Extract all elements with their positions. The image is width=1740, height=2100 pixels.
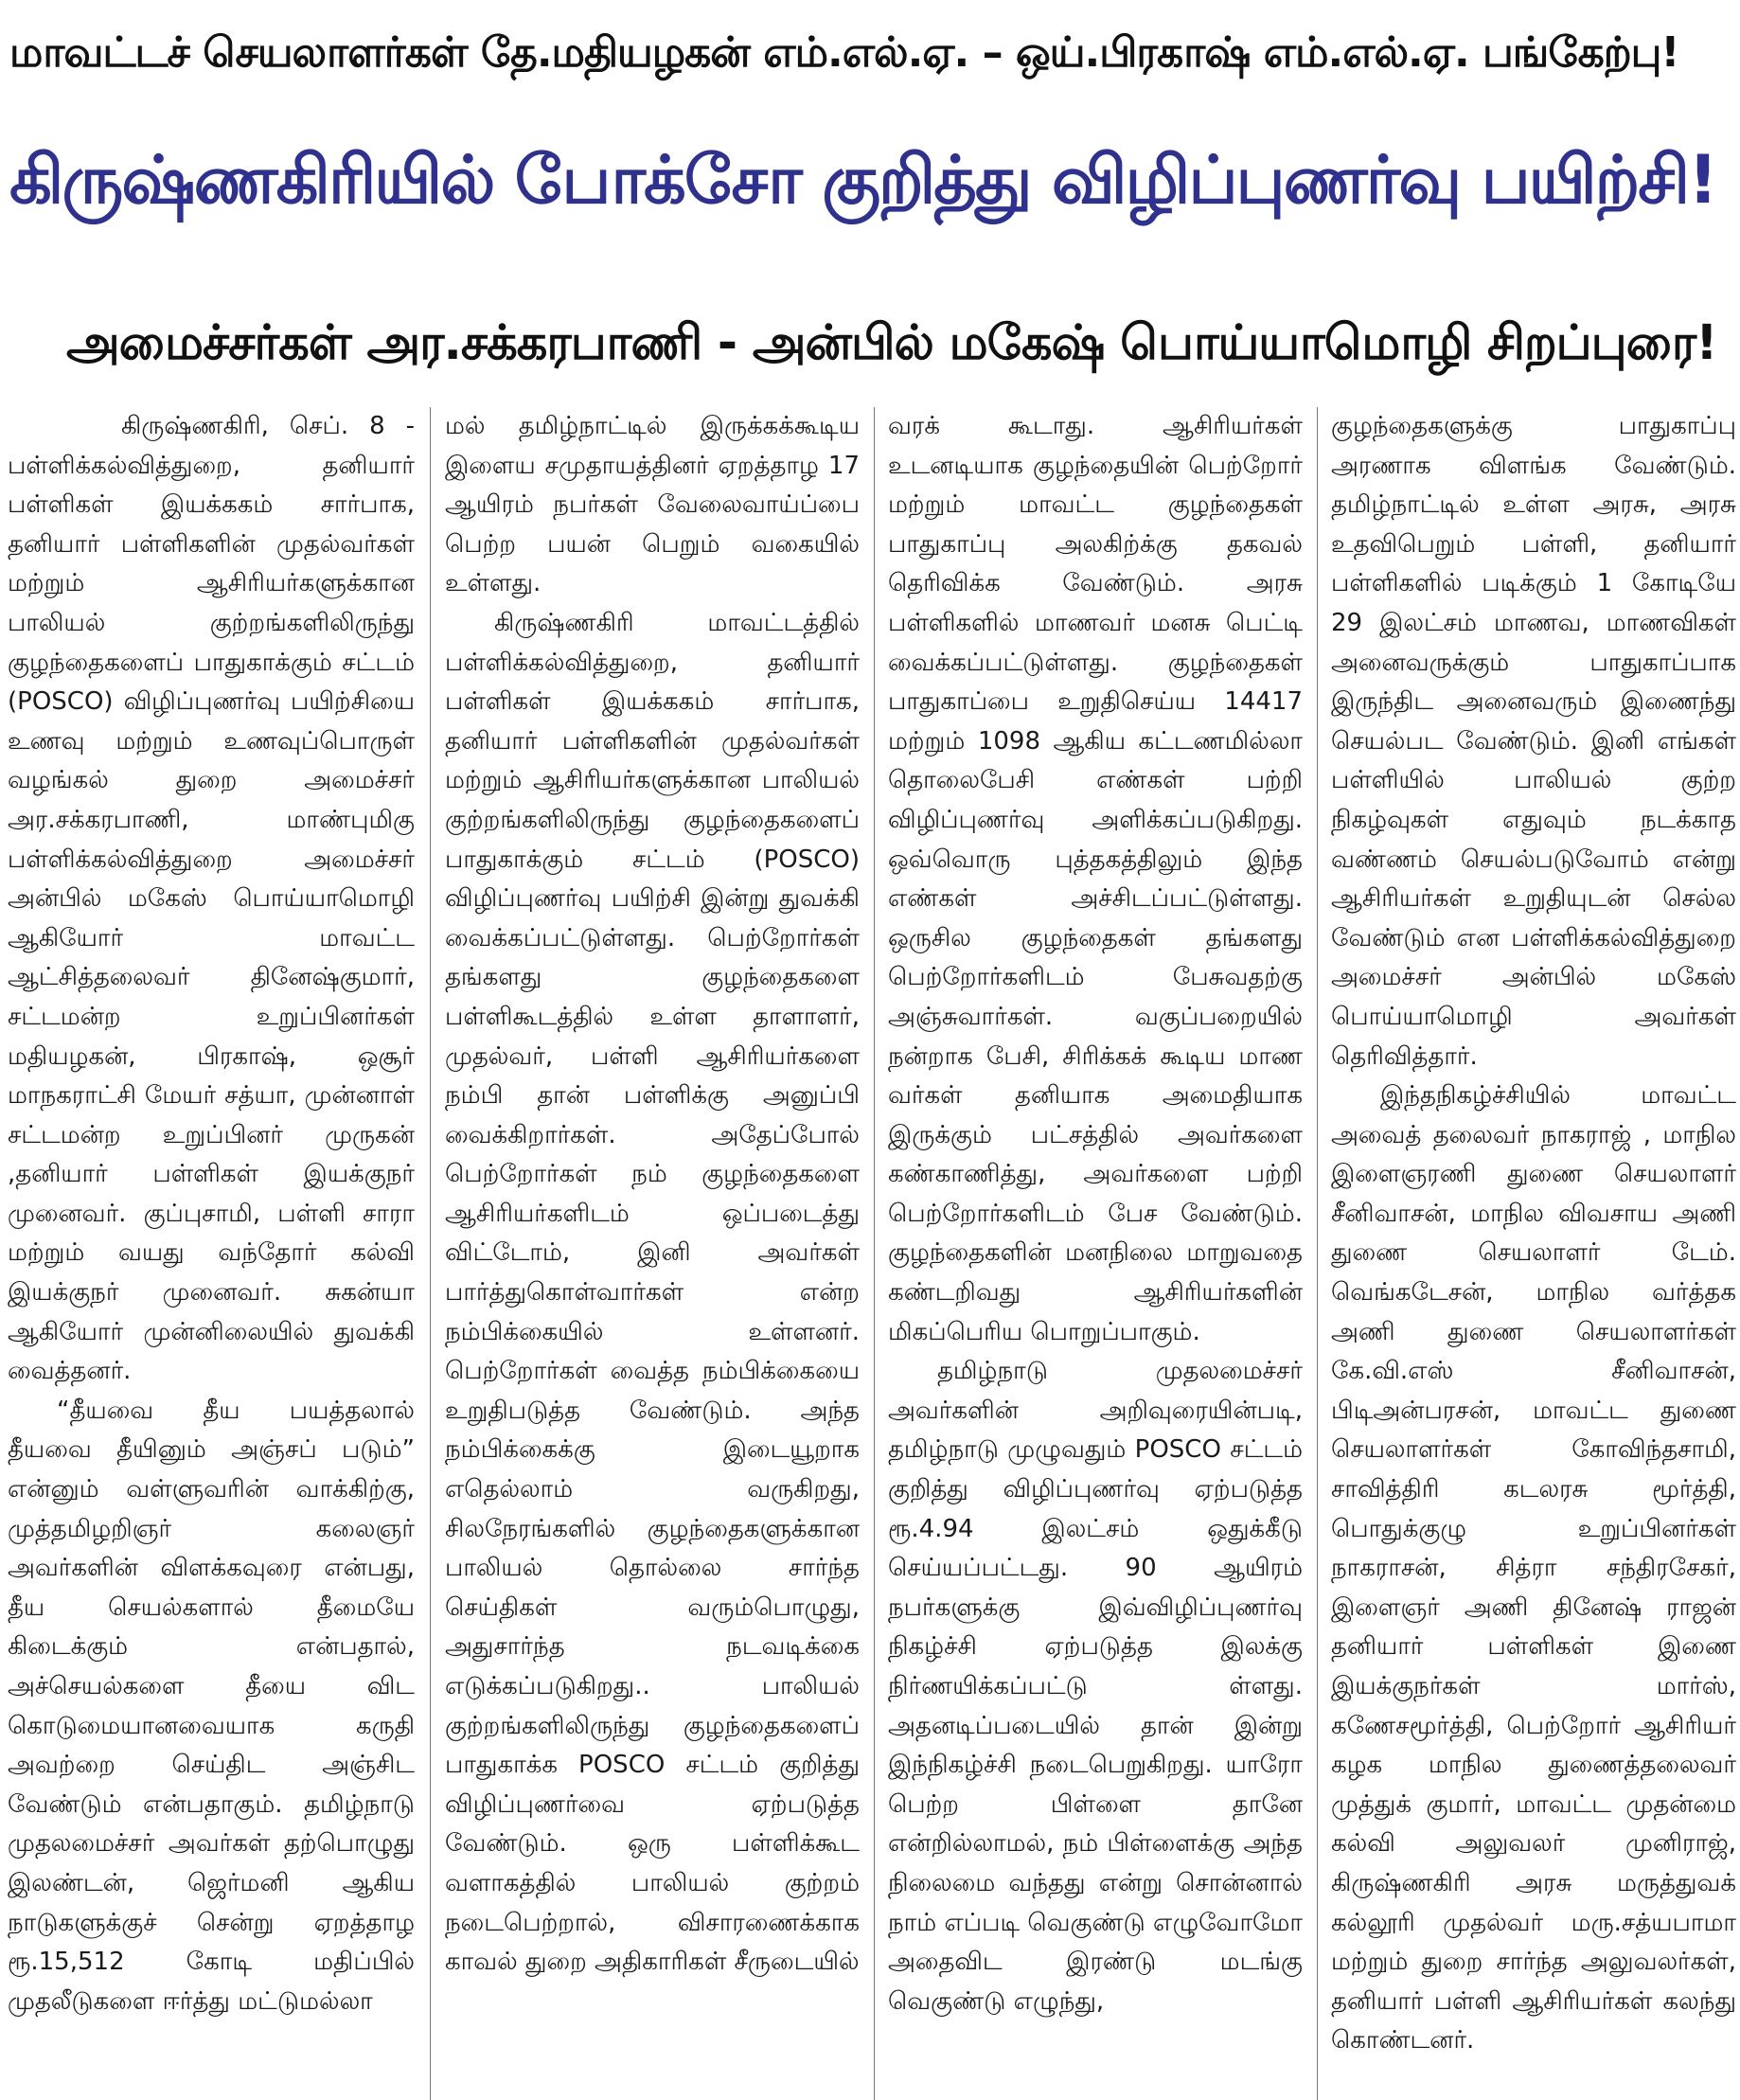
body-paragraph: குழந்தைகளுக்கு பாதுகாப்பு அரணாக விளங்க வேண்டும். தமிழ்நாட்டில் உள்ள அரசு, அரசு உதவிபெறும் பள்ளி, தனியார் பள்ளிகளில் படிக்கும் 1 கோடியே 29 இலட்சம் மாணவ, மாணவிகள் அனைவருக்கும் பாதுகாப்பாக இருந்திட அனைவரும் இணைந்து செயல்பட வேண்டும். இனி எங்கள் பள்ளியில் பாலியல் குற்ற நிகழ்வுகள் எதுவும் நடக்காத வண்ணம் செயல்படுவோம் என்று ஆசிரியர்கள் உறுதியுடன் செல்ல வேண்டும் என பள்ளிக்கல்வித்துறை அமைச்சர் அன்பில் மகேஸ் பொய்யாமொழி அவர்கள் தெரிவித்தார்.	[1331, 412, 1736, 1071]
article-kicker: மாவட்டச் செயலாளர்கள் தே.மதியழகன் எம்.எல்.ஏ. – ஒய்.பிரகாஷ் எம்.எல்.ஏ. பங்கேற்பு!	[9, 28, 1679, 77]
article-body	[8, 407, 1736, 2100]
body-paragraph: கிருஷ்ணகிரி மாவட்டத்தில் பள்ளிக்கல்வித்துறை, தனியார் பள்ளிகள் இயக்ககம் சார்பாக, தனியார் பள்ளிகளின் முதல்வர்கள் மற்றும் ஆசிரியர்களுக்கான பாலியல் குற்றங்களிலிருந்து குழந்தைகளைப் பாதுகாக்கும் சட்டம் (POSCO) விழிப்புணர்வு பயிற்சி இன்று துவக்கி வைக்கப்பட்டுள்ளது. பெற்றோர்கள் தங்களது குழந்தைகளை பள்ளிகூடத்தில் உள்ள தாளாளர், முதல்வர், பள்ளி ஆசிரியர்களை நம்பி தான் பள்ளிக்கு அனுப்பி வைக்கிறார்கள். அதேப்போல் பெற்றோர்கள் நம் குழந்தைகளை ஆசிரியர்களிடம் ஒப்படைத்து விட்டோம், இனி அவர்கள் பார்த்துகொள்வார்கள் என்ற நம்பிக்கையில் உள்ளனர். பெற்றோர்கள் வைத்த நம்பிக்கையை உறுதிபடுத்த வேண்டும். அந்த நம்பிக்கைக்கு இடையூறாக எதெல்லாம் வருகிறது, சிலநேரங்களில் குழந்தைகளுக்கான பாலியல் தொல்லை சார்ந்த செய்திகள் வரும்பொழுது, அதுசார்ந்த நடவடிக்கை எடுக்கப்படுகிறது.. பாலியல் குற்றங்களிலிருந்து குழந்தைகளைப் பாதுகாக்க POSCO சட்டம் குறித்து விழிப்புணர்வை ஏற்படுத்த வேண்டும். ஒரு பள்ளிக்கூட வளாகத்தில் பாலியல் குற்றம் நடைபெற்றால், விசாரணைக்காக காவல் துறை அதிகாரிகள் சீருடையில்	[445, 608, 860, 1977]
body-column-1	[8, 407, 415, 2100]
column-divider	[874, 407, 875, 2100]
body-column-3	[888, 407, 1303, 2100]
column-divider	[1317, 407, 1318, 2100]
body-paragraph: மல் தமிழ்நாட்டில் இருக்கக்கூடிய இளைய சமுதாயத்தினர் ஏறத்தாழ 17 ஆயிரம் நபர்கள் வேலைவாய்ப்பை பெற்ற பயன் பெறும் வகையில் உள்ளது.	[445, 412, 860, 598]
body-paragraph: “தீயவை தீய பயத்தலால் தீயவை தீயினும் அஞ்சப் படும்” என்னும் வள்ளுவரின் வாக்கிற்கு, முத்தமிழறிஞர் கலைஞர் அவர்களின் விளக்கவுரை என்பது, தீய செயல்களால் தீமையே கிடைக்கும் என்பதால், அச்செயல்களை தீயை விட கொடுமையானவையாக கருதி அவற்றை செய்திட அஞ்சிட வேண்டும் என்பதாகும். தமிழ்நாடு முதலமைச்சர் அவர்கள் தற்பொழுது இலண்டன், ஜெர்மனி ஆகிய நாடுகளுக்குச் சென்று ஏறத்தாழ ரூ.15,512 கோடி மதிப்பில் முதலீடுகளை ஈர்த்து மட்டுமல்லா	[8, 1396, 415, 2016]
body-paragraph: தமிழ்நாடு முதலமைச்சர் அவர்களின் அறிவுரையின்படி, தமிழ்நாடு முழுவதும் POSCO சட்டம் குறித்து விழிப்புணர்வு ஏற்படுத்த ரூ.4.94 இலட்சம் ஒதுக்கீடு செய்யப்பட்டது. 90 ஆயிரம் நபர்களுக்கு இவ்விழிப்புணர்வு நிகழ்ச்சி ஏற்படுத்த இலக்கு நிர்ணயிக்கப்பட்டு ள்ளது. அதனடிப்படையில் தான் இன்று இந்நிகழ்ச்சி நடைபெறுகிறது. யாரோ பெற்ற பிள்ளை தானே என்றில்லாமல், நம் பிள்ளைக்கு அந்த நிலைமை வந்தது என்று சொன்னால் நாம் எப்படி வெகுண்டு எழுவோமோ அதைவிட இரண்டு மடங்கு வெகுண்டு எழுந்து,	[888, 1357, 1303, 2016]
body-paragraph: கிருஷ்ணகிரி, செப். 8 - பள்ளிக்கல்வித்துறை, தனியார் பள்ளிகள் இயக்ககம் சார்பாக, தனியார் பள்ளிகளின் முதல்வர்கள் மற்றும் ஆசிரியர்களுக்கான பாலியல் குற்றங்களிலிருந்து குழந்தைகளைப் பாதுகாக்கும் சட்டம் (POSCO) விழிப்புணர்வு பயிற்சியை உணவு மற்றும் உணவுப்பொருள் வழங்கல் துறை அமைச்சர் அர.சக்கரபாணி, மாண்புமிகு பள்ளிக்கல்வித்துறை அமைச்சர் அன்பில் மகேஸ் பொய்யாமொழி ஆகியோர் மாவட்ட ஆட்சித்தலைவர் தினேஷ்குமார், சட்டமன்ற உறுப்பினர்கள் மதியழகன், பிரகாஷ், ஒசூர் மாநகராட்சி மேயர் சத்யா, முன்னாள் சட்டமன்ற உறுப்பினர் முருகன் ,தனியார் பள்ளிகள் இயக்குநர் முனைவர். குப்புசாமி, பள்ளி சாரா மற்றும் வயது வந்தோர் கல்வி இயக்குநர் முனைவர். சுகன்யா ஆகியோர் முன்னிலையில் துவக்கி வைத்தனர்.	[8, 412, 415, 1386]
body-paragraph: இந்தநிகழ்ச்சியில் மாவட்ட அவைத் தலைவர் நாகராஜ் , மாநில இளைஞரணி துணை செயலாளர் சீனிவாசன், மாநில விவசாய அணி துணை செயலாளர் டேம். வெங்கடேசன், மாநில வர்த்தக அணி துணை செயலாளர்கள் கே.வி.எஸ் சீனிவாசன், பிடிஅன்பரசன், மாவட்ட துணை செயலாளர்கள் கோவிந்தசாமி, சாவித்திரி கடலரசு மூர்த்தி, பொதுக்குழு உறுப்பினர்கள் நாகராசன், சித்ரா சந்திரசேகர், இளைஞர் அணி தினேஷ் ராஜன் தனியார் பள்ளிகள் இணை இயக்குநர்கள் மார்ஸ், கணேசமூர்த்தி, பெற்றோர் ஆசிரியர் கழக மாநில துணைத்தலைவர் முத்துக் குமார், மாவட்ட முதன்மை கல்வி அலுவலர் முனிராஜ், கிருஷ்ணகிரி அரசு மருத்துவக் கல்லூரி முதல்வர் மரு.சத்யபாமா மற்றும் துறை சார்ந்த அலுவலர்கள், தனியார் பள்ளி ஆசிரியர்கள் கலந்து கொண்டனர்.	[1331, 1081, 1736, 2056]
body-column-4	[1331, 407, 1736, 2100]
article-subheadline: அமைச்சர்கள் அர.சக்கரபாணி - அன்பில் மகேஷ் பொய்யாமொழி சிறப்புரை!	[66, 315, 1717, 371]
body-column-2	[445, 407, 860, 2100]
body-paragraph: வரக் கூடாது. ஆசிரியர்கள் உடனடியாக குழந்தையின் பெற்றோர் மற்றும் மாவட்ட குழந்தைகள் பாதுகாப்பு அலகிற்க்கு தகவல் தெரிவிக்க வேண்டும். அரசு பள்ளிகளில் மாணவர் மனசு பெட்டி வைக்கப்பட்டுள்ளது. குழந்தைகள் பாதுகாப்பை உறுதிசெய்ய 14417 மற்றும் 1098 ஆகிய கட்டணமில்லா தொலைபேசி எண்கள் பற்றி விழிப்புணர்வு அளிக்கப்படுகிறது. ஒவ்வொரு புத்தகத்திலும் இந்த எண்கள் அச்சிடப்பட்டுள்ளது. ஒருசில குழந்தைகள் தங்களது பெற்றோர்களிடம் பேசுவதற்கு அஞ்சுவார்கள். வகுப்பறையில் நன்றாக பேசி, சிரிக்கக் கூடிய மாண வர்கள் தனியாக அமைதியாக இருக்கும் பட்சத்தில் அவர்களை கண்காணித்து, அவர்களை பற்றி பெற்றோர்களிடம் பேச வேண்டும். குழந்தைகளின் மனநிலை மாறுவதை கண்டறிவது ஆசிரியர்களின் மிகப்பெரிய பொறுப்பாகும்.	[888, 412, 1303, 1346]
article-headline: கிருஷ்ணகிரியில் போக்சோ குறித்து விழிப்புணர்வு பயிற்சி!	[9, 141, 1716, 219]
column-divider	[430, 407, 431, 2100]
